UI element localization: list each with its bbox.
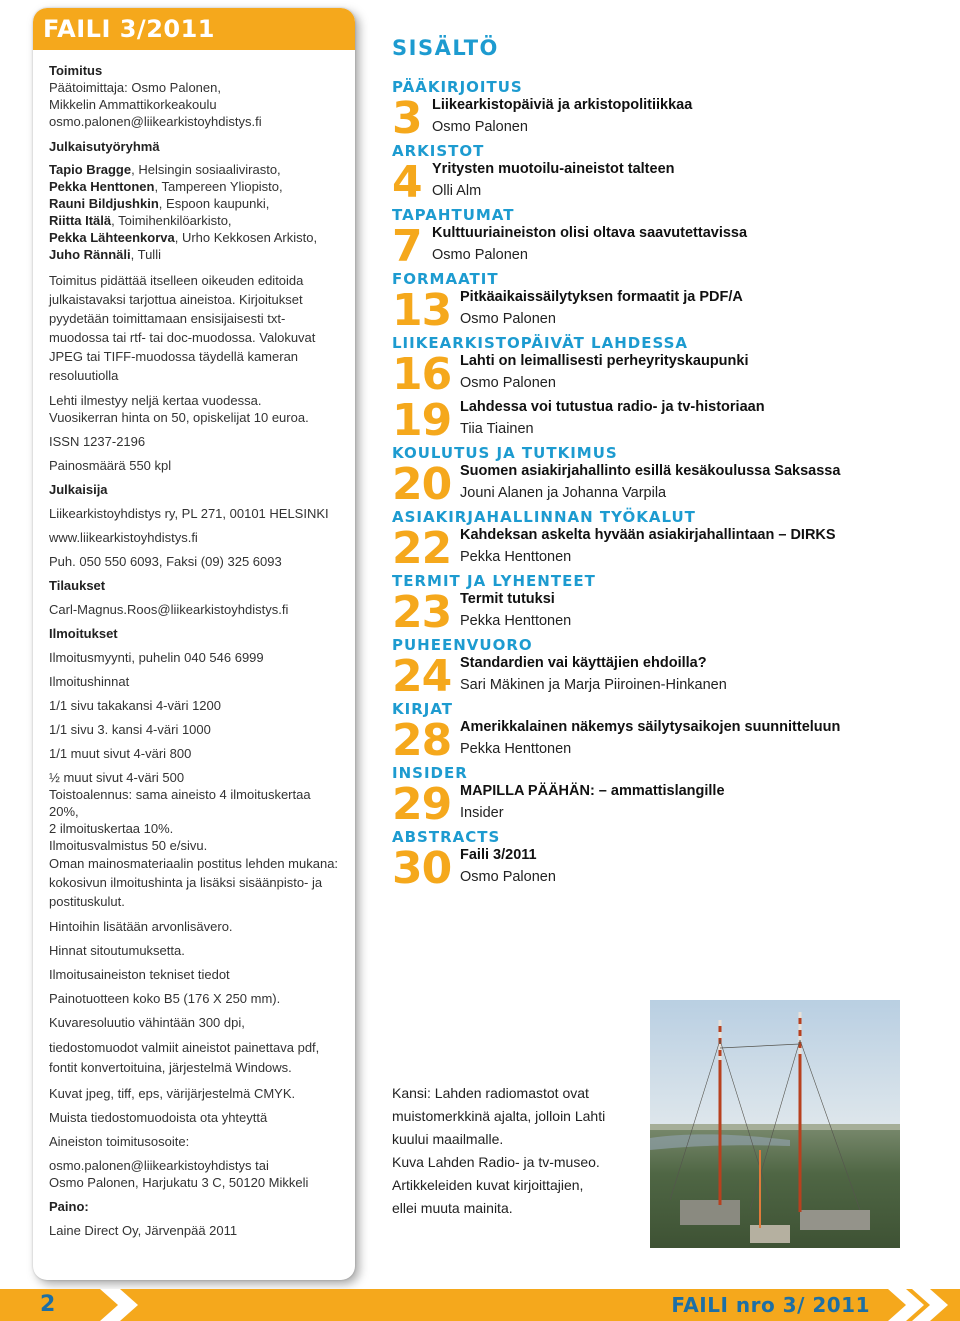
article-author: Pekka Henttonen bbox=[460, 741, 572, 757]
ad-price-item: 1/1 muut sivut 4-väri 800 bbox=[49, 746, 192, 761]
article-title: Lahdessa voi tutustua radio- ja tv-historiaan bbox=[460, 399, 765, 415]
publisher-address: Liikearkistoyhdistys ry, PL 271, 00101 HELSINKI bbox=[49, 506, 329, 521]
article-author: Osmo Palonen bbox=[460, 311, 556, 327]
tech-specs-label: Ilmoitusaineiston tekniset tiedot bbox=[49, 967, 230, 982]
caption-line: Kuva Lahden Radio- ja tv-museo. bbox=[392, 1154, 600, 1170]
ad-price-item: 1/1 sivu takakansi 4-väri 1200 bbox=[49, 698, 221, 713]
toc-entry[interactable] bbox=[392, 395, 952, 446]
section-heading: ARKISTOT bbox=[392, 142, 485, 160]
editor-email[interactable]: osmo.palonen@liikearkistoyhdistys.fi bbox=[49, 114, 262, 129]
section-heading: ABSTRACTS bbox=[392, 828, 501, 846]
article-author: Pekka Henttonen bbox=[460, 549, 572, 565]
discount-note-2: 2 ilmoituskertaa 10%. bbox=[49, 821, 174, 836]
toc-entry[interactable] bbox=[392, 285, 952, 336]
section-heading: KOULUTUS JA TUTKIMUS bbox=[392, 444, 618, 462]
member-item: Tapio Bragge, Helsingin sosiaalivirasto, bbox=[49, 162, 281, 177]
caption-line: Artikkeleiden kuvat kirjoittajien, bbox=[392, 1177, 584, 1193]
article-author: Tiia Tiainen bbox=[460, 421, 534, 437]
article-author: Osmo Palonen bbox=[460, 375, 556, 391]
section-heading: PUHEENVUORO bbox=[392, 636, 533, 654]
masthead-content bbox=[33, 50, 355, 1239]
toc-entry[interactable] bbox=[392, 843, 952, 894]
contact-note: Muista tiedostomuodoista ota yhteyttä bbox=[49, 1110, 268, 1125]
member-item: Juho Rännäli, Tulli bbox=[49, 247, 161, 262]
toc-entry[interactable] bbox=[392, 523, 952, 574]
section-heading: TAPAHTUMAT bbox=[392, 206, 515, 224]
section-heading: ASIAKIRJAHALLINNAN TYÖKALUT bbox=[392, 508, 696, 526]
page-number-label: 16 bbox=[392, 349, 452, 400]
article-author: Sari Mäkinen ja Marja Piiroinen-Hinkanen bbox=[460, 677, 727, 693]
working-group-label: Julkaisutyöryhmä bbox=[49, 139, 160, 154]
print-run: Painosmäärä 550 kpl bbox=[49, 458, 172, 473]
article-author: Osmo Palonen bbox=[432, 119, 528, 135]
article-author: Jouni Alanen ja Johanna Varpila bbox=[460, 485, 667, 501]
cover-photo-radio-masts bbox=[650, 1000, 900, 1248]
frequency-note: Lehti ilmestyy neljä kertaa vuodessa. bbox=[49, 393, 262, 408]
caption-line: muistomerkkinä ajalta, jolloin Lahti bbox=[392, 1108, 606, 1124]
section-heading: TERMIT JA LYHENTEET bbox=[392, 572, 596, 590]
article-author: Insider bbox=[460, 805, 504, 821]
delivery-address: Osmo Palonen, Harjukatu 3 C, 50120 Mikkeli bbox=[49, 1175, 309, 1190]
article-title: Standardien vai käyttäjien ehdoilla? bbox=[460, 655, 707, 671]
printer: Laine Direct Oy, Järvenpää 2011 bbox=[49, 1223, 238, 1238]
page-number-label: 19 bbox=[392, 395, 452, 446]
toc-entry[interactable] bbox=[392, 587, 952, 638]
article-title: MAPILLA PÄÄHÄN: – ammattislangille bbox=[460, 783, 725, 799]
toc-entry[interactable] bbox=[392, 221, 952, 272]
caption-line: kuului maailmalle. bbox=[392, 1131, 504, 1147]
article-title: Pitkäaikaissäilytyksen formaatit ja PDF/A bbox=[460, 289, 743, 305]
section-heading: FORMAATIT bbox=[392, 270, 499, 288]
trim-size: Painotuotteen koko B5 (176 X 250 mm). bbox=[49, 991, 281, 1006]
toc-entry[interactable] bbox=[392, 93, 952, 144]
phone-fax: Puh. 050 550 6093, Faksi (09) 325 6093 bbox=[49, 554, 282, 569]
page-number: 2 bbox=[40, 1292, 56, 1317]
ads-label: Ilmoitukset bbox=[49, 626, 118, 641]
vat-note: Hintoihin lisätään arvonlisävero. bbox=[49, 919, 233, 934]
page-footer bbox=[0, 1289, 960, 1321]
page-number-label: 29 bbox=[392, 779, 452, 830]
article-title: Kahdeksan askelta hyvään asiakirjahallintaan – DIRKS bbox=[460, 527, 836, 543]
file-formats: tiedostomuodot valmiit aineistot painettava pdf, fontit konvertoituina, järjestelmä Windows. bbox=[49, 1040, 320, 1075]
website-link[interactable]: www.liikearkistoyhdistys.fi bbox=[49, 530, 198, 545]
article-title: Termit tutuksi bbox=[460, 591, 555, 607]
page-number-label: 23 bbox=[392, 587, 452, 638]
price-note: Vuosikerran hinta on 50, opiskelijat 10 euroa. bbox=[49, 410, 309, 425]
article-title: Amerikkalainen näkemys säilytysaikojen suunnitteluun bbox=[460, 719, 841, 735]
page-number-label: 24 bbox=[392, 651, 452, 702]
toc-list bbox=[392, 78, 952, 892]
member-item: Pekka Henttonen, Tampereen Yliopisto, bbox=[49, 179, 283, 194]
page-number-label: 7 bbox=[392, 221, 422, 272]
discount-note: Toistoalennus: sama aineisto 4 ilmoituskertaa 20%, bbox=[49, 787, 311, 819]
toc-entry[interactable] bbox=[392, 779, 952, 830]
page-number-label: 30 bbox=[392, 843, 452, 894]
section-heading: PÄÄKIRJOITUS bbox=[392, 78, 523, 96]
binding-note: Hinnat sitoutumuksetta. bbox=[49, 943, 185, 958]
footer-issue-title: FAILI nro 3/ 2011 bbox=[671, 1293, 870, 1317]
page-number-label: 28 bbox=[392, 715, 452, 766]
cover-caption bbox=[392, 1082, 632, 1220]
toc-entry[interactable] bbox=[392, 715, 952, 766]
publisher-label: Julkaisija bbox=[49, 482, 108, 497]
page-number-label: 22 bbox=[392, 523, 452, 574]
image-formats: Kuvat jpeg, tiff, eps, värijärjestelmä CMYK. bbox=[49, 1086, 296, 1101]
toc-entry[interactable] bbox=[392, 651, 952, 702]
toc-entry[interactable] bbox=[392, 349, 952, 400]
page-number-label: 3 bbox=[392, 93, 422, 144]
section-heading: INSIDER bbox=[392, 764, 468, 782]
ad-price-item: 1/1 sivu 3. kansi 4-väri 1000 bbox=[49, 722, 211, 737]
delivery-label: Aineiston toimitusosoite: bbox=[49, 1134, 190, 1149]
resolution: Kuvaresoluutio vähintään 300 dpi, bbox=[49, 1015, 245, 1030]
editor-in-chief: Päätoimittaja: Osmo Palonen, bbox=[49, 80, 221, 95]
printer-label: Paino: bbox=[49, 1199, 89, 1214]
toc-entry[interactable] bbox=[392, 157, 952, 208]
postage-note: Oman mainosmateriaalin postitus lehden mukana: kokosivun ilmoitushinta ja lisäksi sisäänpisto- ja postituskulut. bbox=[49, 856, 339, 909]
article-title: Suomen asiakirjahallinto esillä kesäkoulussa Saksassa bbox=[460, 463, 841, 479]
article-author: Osmo Palonen bbox=[460, 869, 556, 885]
article-title: Lahti on leimallisesti perheyrityskaupunki bbox=[460, 353, 749, 369]
masthead-box bbox=[33, 8, 355, 1280]
article-title: Faili 3/2011 bbox=[460, 847, 537, 863]
member-item: Rauni Bildjushkin, Espoon kaupunki, bbox=[49, 196, 270, 211]
article-title: Liikearkistopäiviä ja arkistopolitiikkaa bbox=[432, 97, 693, 113]
ad-production: Ilmoitusvalmistus 50 e/sivu. bbox=[49, 838, 208, 853]
article-author: Osmo Palonen bbox=[432, 247, 528, 263]
page-number-label: 20 bbox=[392, 459, 452, 510]
radio-masts-image bbox=[650, 1000, 900, 1248]
section-heading: KIRJAT bbox=[392, 700, 454, 718]
delivery-email[interactable]: osmo.palonen@liikearkistoyhdistys tai bbox=[49, 1158, 269, 1173]
editor-organisation: Mikkelin Ammattikorkeakoulu bbox=[49, 97, 217, 112]
ad-prices-label: Ilmoitushinnat bbox=[49, 674, 130, 689]
article-title: Kulttuuriaineiston olisi oltava saavutettavissa bbox=[432, 225, 748, 241]
ad-price-item: ½ muut sivut 4-väri 500 bbox=[49, 770, 185, 785]
article-author: Pekka Henttonen bbox=[460, 613, 572, 629]
masthead-title: FAILI 3/2011 bbox=[43, 15, 215, 43]
caption-line: ellei muuta mainita. bbox=[392, 1200, 513, 1216]
article-author: Olli Alm bbox=[432, 183, 482, 199]
article-title: Yritysten muotoilu-aineistot talteen bbox=[432, 161, 675, 177]
table-of-contents bbox=[392, 36, 952, 892]
toimitus-label: Toimitus bbox=[49, 63, 103, 78]
issn: ISSN 1237-2196 bbox=[49, 434, 146, 449]
orders-email[interactable]: Carl-Magnus.Roos@liikearkistoyhdistys.fi bbox=[49, 602, 289, 617]
ad-sales: Ilmoitusmyynti, puhelin 040 546 6999 bbox=[49, 650, 264, 665]
masthead-header bbox=[33, 8, 355, 50]
member-item: Riitta Itälä, Toimihenkilöarkisto, bbox=[49, 213, 232, 228]
page-number-label: 13 bbox=[392, 285, 452, 336]
section-heading: LIIKEARKISTOPÄIVÄT LAHDESSA bbox=[392, 334, 688, 352]
caption-line: Kansi: Lahden radiomastot ovat bbox=[392, 1085, 589, 1101]
orders-label: Tilaukset bbox=[49, 578, 106, 593]
contents-title: SISÄLTÖ bbox=[392, 36, 499, 60]
toc-entry[interactable] bbox=[392, 459, 952, 510]
page-number-label: 4 bbox=[392, 157, 422, 208]
editorial-note: Toimitus pidättää itselleen oikeuden editoida julkaistavaksi tarjottua aineistoa. Kirjoitukset pyydetään toimittamaan ensisijaisesti txt-muodossa tai rtf- tai doc-muodossa. Valokuvat JPEG tai TIFF-muodossa täydellä kameran resoluutiolla bbox=[49, 273, 316, 383]
member-item: Pekka Lähteenkorva, Urho Kekkosen Arkisto, bbox=[49, 230, 318, 245]
working-group-list bbox=[49, 161, 343, 263]
